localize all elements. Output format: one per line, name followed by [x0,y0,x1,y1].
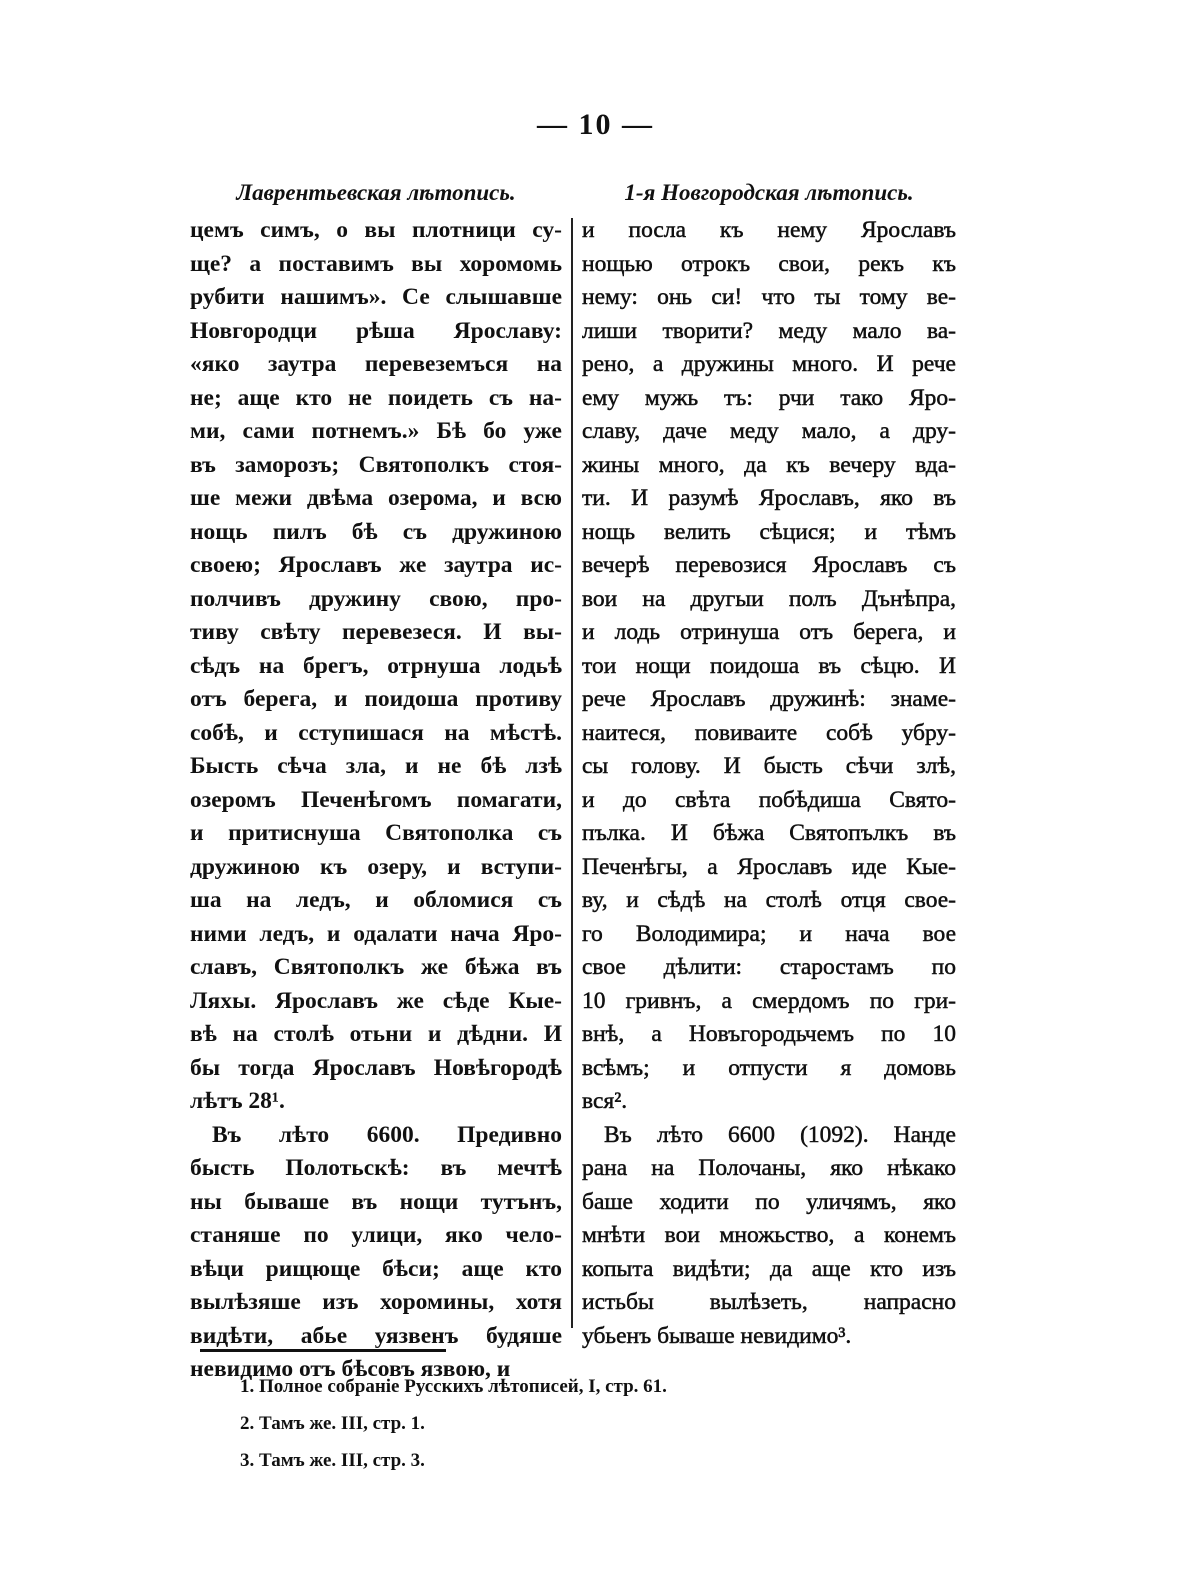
left-column-heading: Лаврентьевская лѣтопись. [236,180,516,205]
text-line: невидимо отъ бѣсовъ язвою, и [190,1356,511,1382]
text-line: ними ледъ, и одалати нача Яро- [190,920,562,947]
text-line: и лодь отринуша отъ берега, и [582,619,956,645]
right-column-heading: 1-я Новгородская лѣтопись. [624,180,914,205]
text-line: нему: онь си! что ты тому ве- [582,284,956,310]
text-line: свое дѣлити: старостамъ по [582,954,956,980]
text-line: ему мужь тъ: рчи тако Яро- [582,384,956,411]
text-line: го Володимира; и нача вое [582,920,956,947]
text-line: рана на Полочаны, яко нѣкако [582,1155,956,1181]
footnote-1: 1. Полное собраніе Русскихъ лѣтописей, I, стр. 61. [240,1376,667,1397]
text-line: славу, даче меду мало, а дру- [582,418,956,444]
text-line: вся². [582,1088,628,1114]
text-line: вѣ на столѣ отьни и дѣдни. И [190,1021,562,1047]
text-line: отъ берега, и поидоша противу [190,686,562,712]
text-line: бы тогда Ярославъ Новѣгородѣ [190,1054,562,1081]
text-line: дружиною къ озеру, и вступи- [190,853,562,880]
text-line: ти. И разумѣ Ярославъ, яко въ [582,485,956,511]
text-line: лѣтъ 28¹. [190,1088,285,1114]
text-line: нощь велить сѣцися; и тѣмъ [582,518,956,545]
text-line: ву, и сѣдѣ на столѣ отця свое- [582,887,956,913]
text-line: ша на ледъ, и обломися съ [190,887,562,913]
left-column [190,178,562,1387]
text-line: озеромъ Печенѣгомъ помагати, [190,786,562,813]
text-line: истьбы вылѣзеть, напрасно [582,1289,956,1315]
text-line: сы голову. И бысть сѣчи злѣ, [582,753,956,779]
footnote-3: 3. Тамъ же. III, стр. 3. [240,1450,425,1471]
text-line: собѣ, и сступишася на мѣстѣ. [190,719,562,746]
footnotes [240,1368,940,1479]
text-line: копыта видѣти; да аще кто изъ [582,1255,956,1282]
column-divider [571,218,573,1328]
text-line: видѣти, абье уязвенъ будяше [190,1322,562,1349]
text-line: нощь пилъ бѣ съ дружиною [190,518,562,545]
text-line: своею; Ярославъ же заутра ис- [190,552,562,578]
text-line: баше ходити по уличямъ, яко [582,1188,956,1215]
text-line: внѣ, а Новъгородьчемъ по 10 [582,1021,956,1047]
text-line: жины много, да къ вечеру вда- [582,451,956,478]
text-line: бысть Полотьскѣ: въ мечтѣ [190,1155,562,1181]
page-number: — 10 — [537,108,654,141]
text-line: Новгородци рѣша Ярославу: [190,317,562,344]
text-line: въ заморозъ; Святополкъ стоя- [190,451,562,478]
text-line: вылѣзяше изъ хоромины, хотя [190,1289,562,1315]
text-line: полчивъ дружину свою, про- [190,585,562,612]
text-line: цемъ симъ, о вы плотници су- [190,217,562,243]
text-line: ще? а поставимъ вы хоромомь [190,250,562,277]
text-line: рено, а дружины много. И рече [582,351,956,377]
text-line: ми, сами потнемъ.» Бѣ бо уже [190,418,562,444]
text-line: всѣмъ; и отпусти я домовь [582,1054,956,1081]
text-line: тои нощи поидоша въ сѣцю. И [582,652,956,679]
text-line: и до свѣта побѣдиша Свято- [582,786,956,813]
text-line: вечерѣ перевозися Ярославъ съ [582,552,956,578]
text-line: станяше по улици, яко чело- [190,1222,562,1248]
text-line: ны бываше въ нощи тутънъ, [190,1188,562,1215]
text-line: мнѣти вои множьство, а конемъ [582,1222,956,1248]
text-line: Въ лѣто 6600 (1092). Нанде [604,1121,956,1148]
text-line: «яко заутра перевеземъся на [190,351,562,377]
text-line: Ляхы. Ярославъ же сѣде Кые- [190,987,562,1014]
left-column-text [190,214,562,1387]
text-line: вои на другыи полъ Дънѣпра, [582,585,956,612]
text-line: рече Ярославъ дружинѣ: знаме- [582,686,956,712]
right-column [582,178,956,1353]
text-line: вѣци рищюще бѣси; аще кто [190,1255,562,1282]
text-line: рубити нашимъ». Се слышавше [190,284,562,310]
text-line: Бысть сѣча зла, и не бѣ лзѣ [190,753,562,779]
right-column-text [582,214,956,1353]
text-line: славъ, Святополкъ же бѣжа въ [190,954,562,980]
text-line: убьенъ бываше невидимо³. [582,1322,852,1349]
text-line: пълка. И бѣжа Святопълкъ въ [582,820,956,846]
text-line: Въ лѣто 6600. Предивно [212,1121,562,1148]
text-line: сѣдъ на брегъ, отрнуша лодьѣ [190,652,562,679]
text-line: тиву свѣту перевезеся. И вы- [190,619,562,645]
text-line: нощью отрокъ свои, рекъ къ [582,250,956,277]
footnote-2: 2. Тамъ же. III, стр. 1. [240,1413,425,1434]
text-line: Печенѣгы, а Ярославъ иде Кые- [582,853,956,880]
footnote-rule [200,1349,446,1352]
text-line: 10 гривнъ, а смердомъ по гри- [582,987,956,1014]
text-line: и посла къ нему Ярославъ [582,217,956,243]
text-line: наитеся, повиваите собѣ убру- [582,719,956,746]
text-line: и притиснуша Святополка съ [190,820,562,846]
text-line: ше межи двѣма озерома, и всю [190,485,562,511]
text-line: не; аще кто не поидеть съ на- [190,384,562,411]
text-line: лиши творити? меду мало ва- [582,317,956,344]
